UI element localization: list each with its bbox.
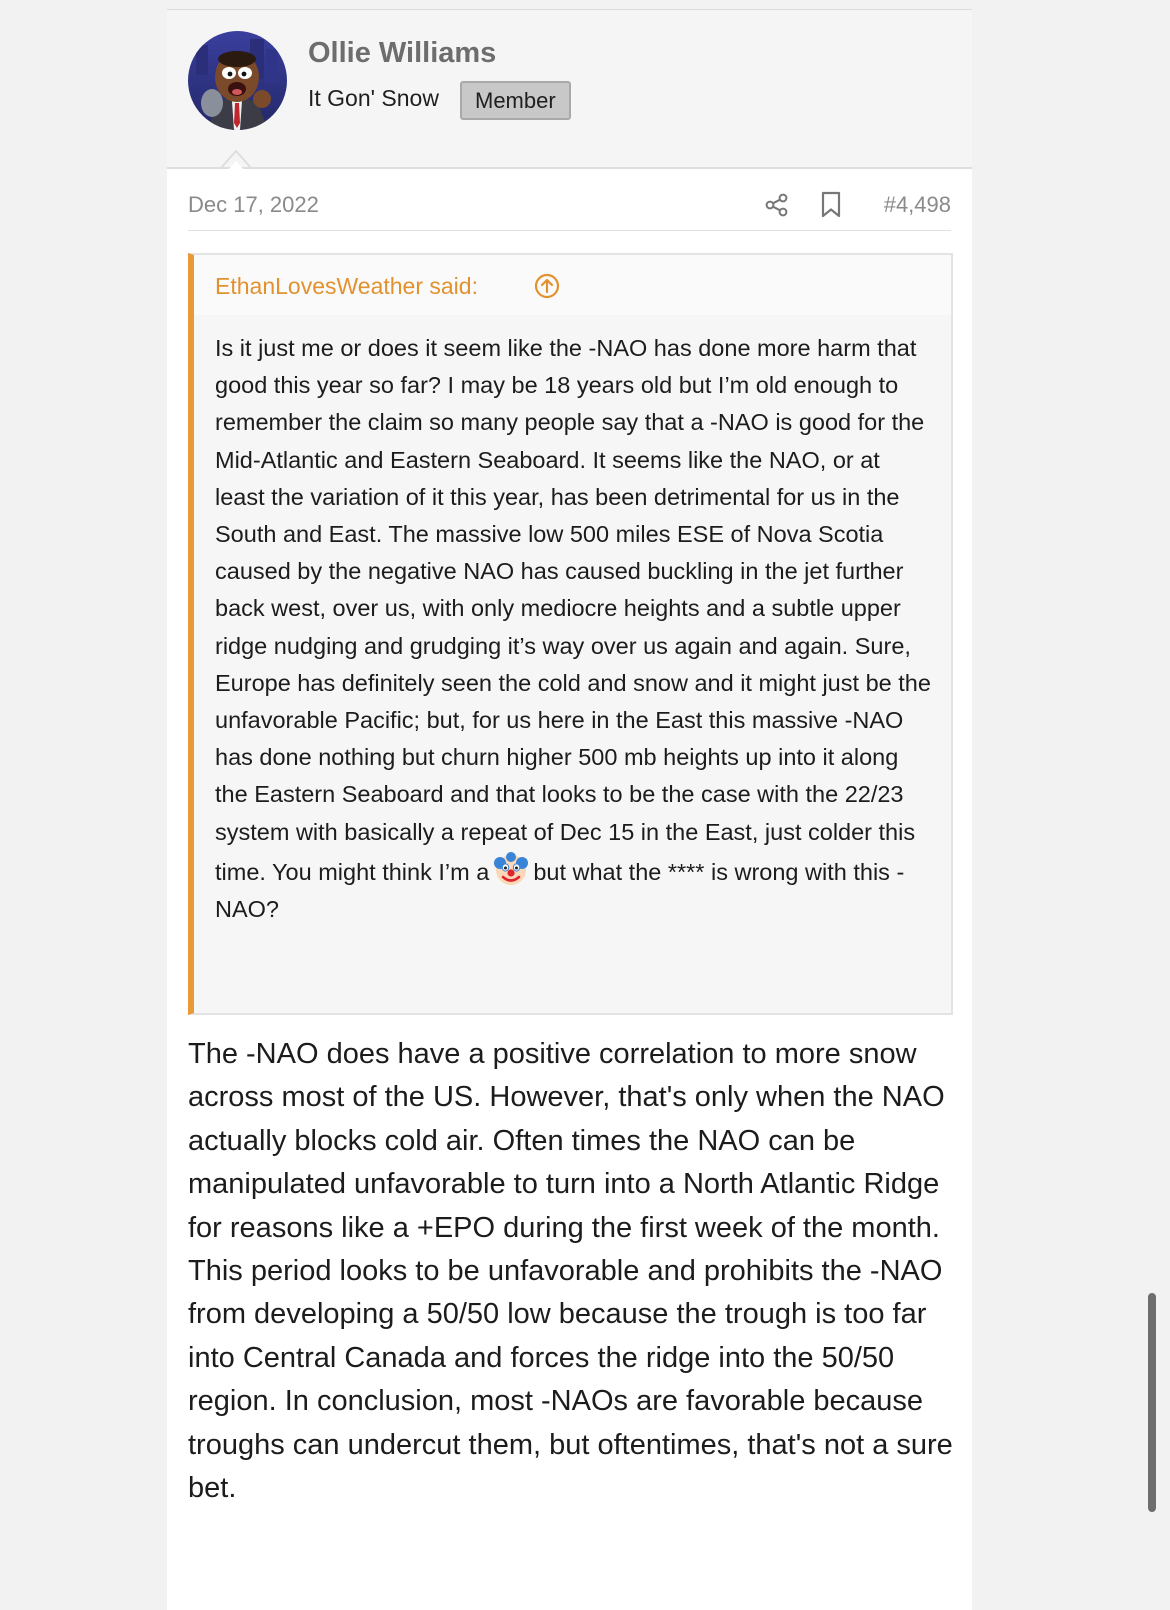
forum-post [167,9,972,1610]
user-title: It Gon' Snow [308,85,439,111]
username[interactable]: Ollie Williams [308,37,497,69]
quote-header [194,255,951,315]
quote-author-link[interactable]: EthanLovesWeather said: [215,273,478,299]
user-header-pointer [221,148,251,178]
quote-text [215,330,933,928]
scrollbar-thumb[interactable] [1148,1293,1156,1512]
bookmark-icon[interactable] [820,191,842,219]
quote-text-part-2: but what the **** is wrong with this -NAO? [215,858,905,923]
post-number-link[interactable]: #4,498 [883,192,951,217]
share-icon[interactable] [764,192,790,218]
clown-face-icon [493,851,529,887]
quote-text-part-1: Is it just me or does it seem like the -NAO has done more harm that good this year so far? I may be 18 years old but I’m old enough to remember the claim so many people say that a -NAO is good for the Mid-Atlantic and Eastern Seaboard. It seems like the NAO, or at least the variation of it this year, has been detrimental for us in the South and East. The massive low 500 miles ESE of Nova Scotia caused by the negative NAO has caused buckling in the jet further back west, over us, with only mediocre heights and a subtle upper ridge nudging and grudging it’s way over us again and again. Sure, Europe has definitely seen the cold and snow and it might just be the unfavorable Pacific; but, for us here in the East this massive -NAO has done nothing but churn higher 500 mb heights up into it along the Eastern Seaboard and that looks to be the case with the 22/23 system with basically a repeat of Dec 15 in the East, just colder this time. You might think I’m a [215,335,931,885]
post-date[interactable]: Dec 17, 2022 [188,192,319,217]
arrow-up-circle-icon[interactable] [534,273,560,299]
post-user-header [167,10,972,169]
blockquote [188,253,953,1015]
avatar[interactable] [188,31,287,130]
post-meta-bar [188,182,951,231]
member-badge: Member [460,81,571,120]
post-body-text: The -NAO does have a positive correlation to more snow across most of the US. However, that's only when the NAO actually blocks cold air. Often times the NAO can be manipulated unfavorable to turn into a North Atlantic Ridge for reasons like a +EPO during the first week of the month. This period looks to be unfavorable and prohibits the -NAO from developing a 50/50 low because the trough is too far into Central Canada and forces the ridge into the 50/50 region. In conclusion, most -NAOs are favorable because troughs can undercut them, but oftentimes, that's not a sure bet. [188,1038,953,1505]
